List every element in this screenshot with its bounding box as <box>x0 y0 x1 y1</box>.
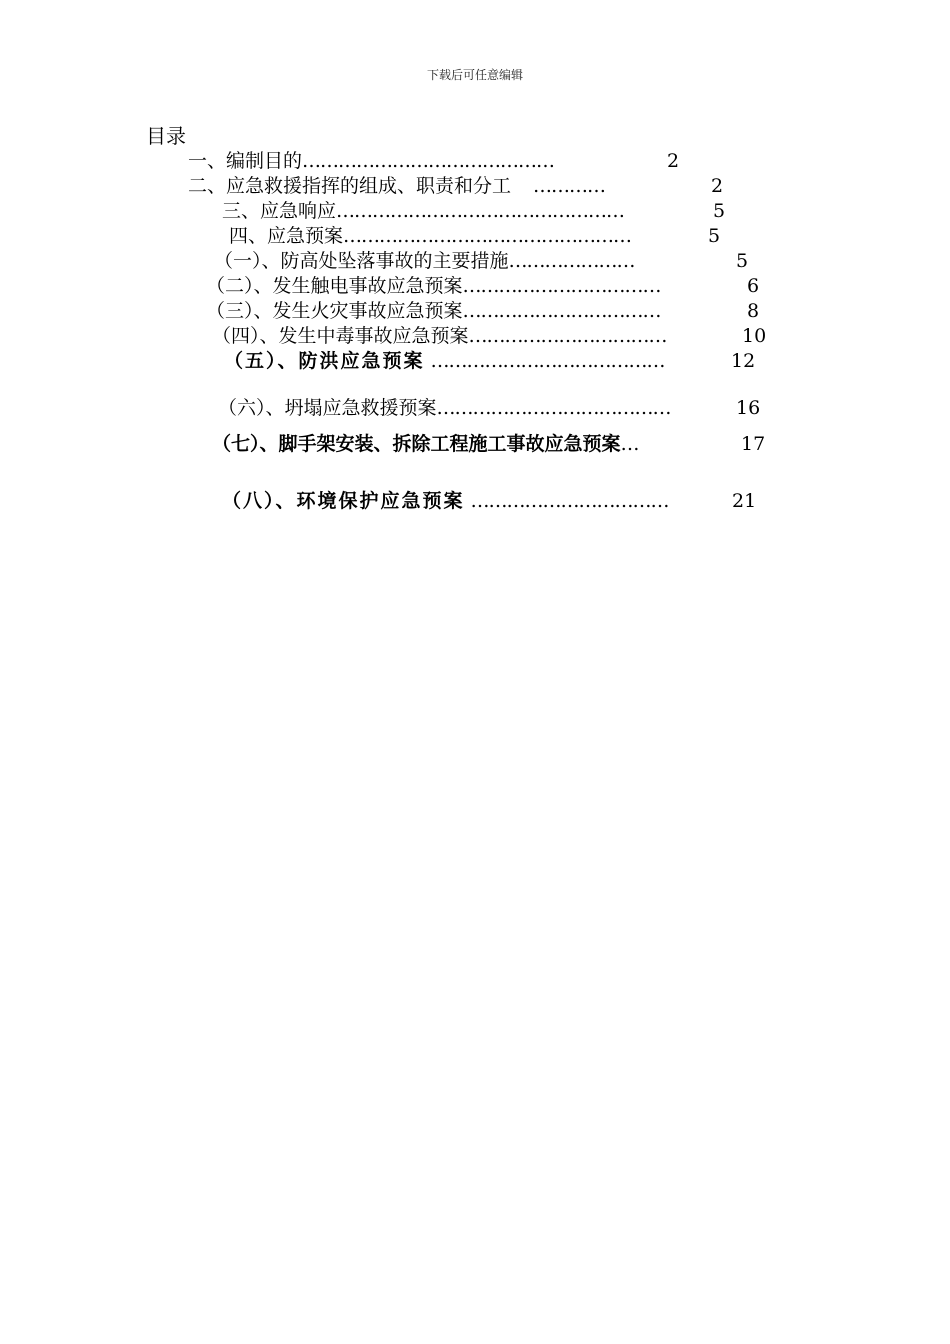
toc-page-number: 16 <box>736 397 761 419</box>
toc-entry-leader: ………………………………………… <box>336 200 625 222</box>
toc-entry-4[interactable] <box>229 224 631 248</box>
toc-entry-5[interactable] <box>214 249 635 273</box>
toc-entry-leader: … <box>620 433 639 455</box>
toc-page-number: 17 <box>741 433 766 455</box>
toc-entry-text: 三、应急响应 <box>222 200 337 222</box>
toc-entry-text: （一）、防高处坠落事故的主要措施 <box>214 250 509 272</box>
toc-entry-1[interactable] <box>188 149 554 173</box>
toc-entry-3[interactable] <box>222 199 624 223</box>
toc-entry-text: 四、应急预案 <box>229 225 344 247</box>
toc-entry-9[interactable] <box>224 349 665 373</box>
toc-page-number: 2 <box>667 150 680 172</box>
toc-entry-text: 二、应急救援指挥的组成、职责和分工 <box>188 175 512 197</box>
toc-entry-text: （二）、发生触电事故应急预案 <box>206 275 463 297</box>
toc-entry-8[interactable] <box>212 324 667 348</box>
toc-entry-leader: …………………………… <box>462 275 661 297</box>
toc-entry-text: （六）、坍塌应急救援预案 <box>218 397 437 419</box>
toc-page-number: 2 <box>711 175 724 197</box>
toc-entry-leader: …………………………… <box>462 300 661 322</box>
toc-entry-11[interactable] <box>212 432 639 456</box>
toc-entry-leader: …………………………… <box>468 325 667 347</box>
toc-page-number: 21 <box>732 490 757 512</box>
toc-entry-leader: ………………………………… <box>436 397 671 419</box>
toc-entry-text: （四）、发生中毒事故应急预案 <box>212 325 469 347</box>
toc-entry-text: （三）、发生火灾事故应急预案 <box>206 300 463 322</box>
toc-entry-text: （八）、环境保护应急预案 <box>222 490 465 512</box>
toc-entry-12[interactable] <box>222 489 669 513</box>
toc-entry-leader: ………………………………………… <box>343 225 632 247</box>
toc-page-number: 5 <box>736 250 749 272</box>
toc-entry-leader: …………………………… <box>470 490 669 512</box>
toc-entry-leader: ………… <box>533 175 606 197</box>
toc-entry-text: （五）、防洪应急预案 <box>224 350 425 372</box>
toc-entry-leader: ………………………………… <box>430 350 665 372</box>
toc-entry-7[interactable] <box>206 299 661 323</box>
toc-entry-text: （七）、脚手架安装、拆除工程施工事故应急预案 <box>212 433 621 455</box>
toc-title: 目录 <box>146 124 186 148</box>
toc-page-number: 5 <box>708 225 721 247</box>
toc-entry-2[interactable] <box>188 174 605 198</box>
header-note: 下载后可任意编辑 <box>426 68 523 82</box>
toc-page-number: 6 <box>747 275 760 297</box>
toc-page-number: 8 <box>747 300 760 322</box>
toc-page-number: 10 <box>742 325 767 347</box>
toc-page-number: 12 <box>731 350 756 372</box>
toc-entry-6[interactable] <box>206 274 661 298</box>
toc-entry-text: 一、编制目的 <box>188 150 303 172</box>
toc-page-number: 5 <box>713 200 726 222</box>
toc-entry-leader: ………………… <box>508 250 635 272</box>
toc-entry-leader: …………………………………… <box>302 150 555 172</box>
toc-entry-10[interactable] <box>218 396 671 420</box>
